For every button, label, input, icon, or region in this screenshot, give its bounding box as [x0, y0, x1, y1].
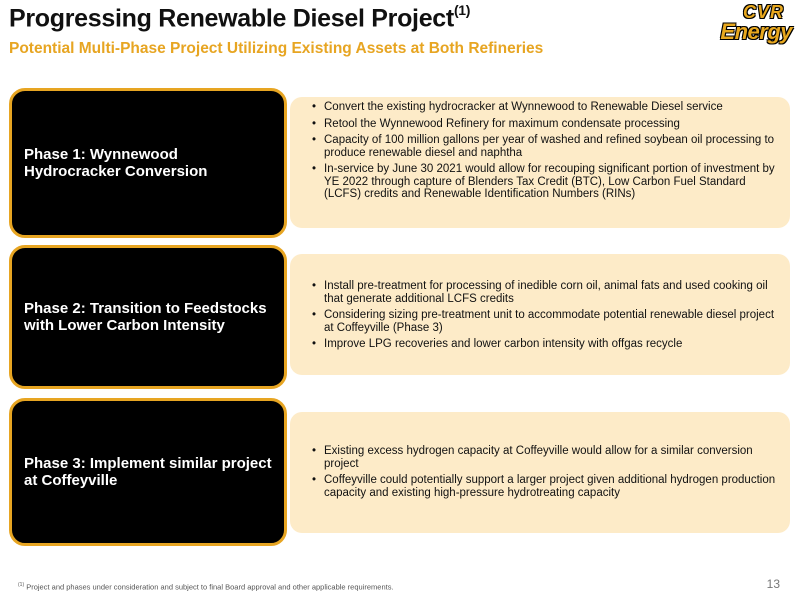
phase-2-bullet: • Considering sizing pre-treatment unit to accommodate potential renewable diesel project at Coffeyville (Phase 3) — [312, 309, 777, 334]
phase-3-bullet: • Coffeyville could potentially support a larger project given additional hydrogen production capacity and existing high-pressure hydrotreating capacity — [312, 474, 777, 499]
phase-3-bullets — [312, 445, 777, 503]
phase-1-bullet: • Retool the Wynnewood Refinery for maximum condensate processing — [312, 118, 777, 131]
footnote-text: Project and phases under consideration and subject to final Board approval and other applicable requirements. — [26, 582, 394, 592]
phase-1-bullets — [312, 101, 777, 205]
phase-3-label: Phase 3: Implement similar project at Coffeyville — [24, 455, 272, 489]
page-number: 13 — [766, 577, 780, 591]
logo-cvr-text: CVR — [742, 2, 784, 22]
title-text: Progressing Renewable Diesel Project — [9, 4, 454, 33]
phase-3-bullet: • Existing excess hydrogen capacity at Coffeyville would allow for a similar conversion project — [312, 445, 777, 470]
phase-2-bullet: • Improve LPG recoveries and lower carbon intensity with offgas recycle — [312, 338, 777, 351]
phase-2-bullets — [312, 280, 777, 355]
title-footnote-marker: (1) — [453, 2, 471, 18]
cvr-energy-logo — [694, 2, 794, 50]
phase-1-bullet: • In-service by June 30 2021 would allow for recouping significant portion of investment by YE 2022 through capture of Blenders Tax Credit (BTC), Low Carbon Fuel Standard (LCFS) credits and Renewable Identification Numbers (RINs) — [312, 163, 777, 201]
footnote — [18, 582, 394, 592]
footnote-marker: (1) — [18, 582, 25, 588]
phase-1-bullet: • Capacity of 100 million gallons per year of washed and refined soybean oil processing to produce renewable diesel and naphtha — [312, 134, 777, 159]
phase-1-label: Phase 1: Wynnewood Hydrocracker Conversion — [24, 146, 208, 180]
logo-energy-text: Energy — [720, 19, 792, 44]
page-title — [9, 4, 470, 33]
phase-2-bullet: • Install pre-treatment for processing of inedible corn oil, animal fats and used cooking oil that generate additional LCFS credits — [312, 280, 777, 305]
phase-2-label: Phase 2: Transition to Feedstocks with Lower Carbon Intensity — [24, 300, 267, 334]
page-subtitle: Potential Multi-Phase Project Utilizing Existing Assets at Both Refineries — [9, 40, 544, 57]
phase-1-bullet: • Convert the existing hydrocracker at Wynnewood to Renewable Diesel service — [312, 101, 777, 114]
phase-3-box — [9, 398, 287, 546]
phase-1-box — [9, 88, 287, 238]
phase-2-box — [9, 245, 287, 389]
